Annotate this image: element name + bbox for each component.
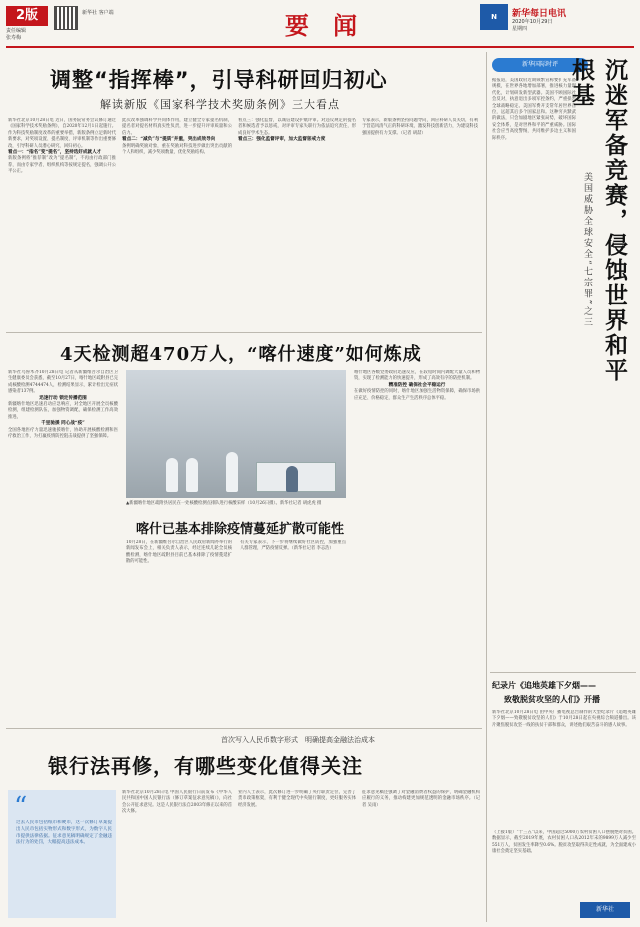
article-column (362, 118, 478, 328)
quote-text: 过去人民币包括纸币和硬币，这一次修订草案提出人民币包括实物形式和数字形式，为数字人民币提供法律依据。征求意见稿明确规定了金融违法行为的处罚，大幅提高违法成本。 (16, 820, 112, 846)
documentary-headline-2: 致敬脱贫攻坚的人们》开播 (504, 695, 600, 704)
article-column (354, 370, 480, 715)
editor-name: 张寿梅 (6, 35, 22, 41)
row-divider (6, 728, 482, 729)
article-column: 10月28日，在新疆维吾尔自治区人民政府新闻办举行的新闻发布会上，相关负责人表示，经过连续几轮全员核酸检测，喀什地区疏附县目前已基本排除了疫情蔓延扩散的可能性。 (126, 540, 232, 565)
paragraph: 新华社乌鲁木齐10月28日电 记者从新疆维吾尔自治区卫生健康委员会获悉，截至10月27日，喀什地区疏附县已完成核酸检测4744474人，检测结果显示，累计检出无症状感染者137例。 (8, 370, 118, 395)
article-column (8, 118, 116, 328)
section-subhead: 千里驰援 同心战“疫” (41, 421, 85, 427)
section-title: 要 闻 (284, 11, 366, 40)
qr-label: 新华社 客户端 (82, 10, 114, 16)
paper-name: 新华每日电讯 (512, 9, 567, 19)
issue-date: 2020年10月29日 (512, 19, 553, 25)
section-subhead: 精准防控 确保社会平稳运行 (388, 382, 446, 388)
article-column (8, 370, 118, 715)
section-subhead: 看点三：强化监督评审，加大监督惩戒力度 (238, 137, 326, 143)
article-headline: 喀什已基本排除疫情蔓延扩散可能性 (136, 522, 345, 537)
paragraph: 此次改革强调科学共同体作用，建立健全专家提名机制，提名者对提名材料真实性负责，进一步提升评审质量和公信力。 (122, 118, 232, 136)
article-column: 有关专家表示，下一步将继续做好社区防控，加强重点人群管理，严防疫情反弹。（新华社记者 李志浩） (240, 540, 346, 552)
article-column (238, 118, 356, 328)
article-kicker: 首次写入人民币数字形式 明确提高金融法治成本 (221, 736, 375, 744)
paragraph: 新华社北京10月28日电 近日，国务院常务会议修订通过《国家科学技术奖励条例》，自2020年12月1日起施行。作为科技奖励制度改革的重要举措，新版条例立足新时代新要求，对奖项设置、提名制度、评审机制等作出重要修改，引导科研人员潜心研究、回归初心。 (8, 118, 116, 149)
header-rule (6, 46, 634, 48)
paragraph: 看点三：强化监督，以诚信建设护航评审。对违反规定的提名者和候选者予以惩戒，对评审专家失职行为依法追究责任，形成良好学术生态。 (238, 118, 356, 136)
section-subhead: 看点一：“指名”变“提名”，坚持选好成就人才 (8, 150, 102, 156)
paragraph: 专家表示，新版条例坚持问题导向，回应科研人员关切，有利于营造风清气正的科研环境，激发科技创新活力，为建设科技强国提供有力支撑。（记者 胡喆） (362, 118, 478, 136)
documentary-headline: 纪录片《追地英雄下夕烟—— (492, 681, 596, 690)
section-subhead: 看点二：“减负”与“提质”并重，突出成效导向 (122, 137, 216, 143)
page-header (0, 0, 640, 52)
qr-code-icon (54, 6, 78, 30)
paragraph: 条例明确奖励对象，重在奖励对科技进步做出突出贡献的个人和组织，减少奖项数量，优化奖励结构。 (122, 143, 232, 156)
photo-person (166, 458, 178, 492)
paragraph: 在做好疫情防控的同时，喀什地区加强生活物资保障，确保市场供应充足、价格稳定，群众生产生活秩序总体平稳。 (354, 389, 480, 401)
article-column: 新华社北京10月28日电 中国人民银行日前发布《中华人民共和国中国人民银行法（修订草案征求意见稿）》，向社会公开征求意见。这是人民银行法自2003年修正以来的首次大修。 (122, 790, 232, 815)
column-divider (486, 52, 487, 922)
page-number: 2版 (6, 6, 48, 26)
row-divider (490, 672, 636, 673)
article-column (122, 118, 232, 328)
row-divider (6, 332, 482, 333)
photo-person (286, 466, 298, 492)
article-headline: 4天检测超470万人，“喀什速度”如何炼成 (60, 344, 422, 365)
xinhua-logo-icon: N (480, 4, 508, 30)
photo-caption: ▲新疆喀什地区疏附县居民在一处核酸检测点排队进行核酸采样（10月26日摄）。新华社记者 胡虎虎 摄 (126, 501, 322, 506)
photo-person (186, 458, 198, 492)
section-subhead: 迅速行动 锁定传播范围 (39, 395, 87, 401)
quote-mark-icon: “ (14, 792, 28, 822)
paragraph: 新版条例将“推荐制”改为“提名制”，不再由行政部门推荐，而由专家学者、组织机构等按规定提名，强调公开公平公正。 (8, 156, 116, 175)
article-subheadline: 解读新版《国家科学技术奖励条例》三大看点 (100, 98, 340, 111)
photo-person (226, 452, 238, 492)
masthead (512, 6, 636, 33)
commentary-headline: 沉迷军备竞赛，侵蚀世界和平根基 (568, 58, 627, 383)
commentary-subheadline: 美国威胁全球安全“七宗罪”之三 (582, 172, 592, 329)
article-column: 征求意见稿还强调了对金融消费者权益的保护，明确金融机构应履行的义务，推动构建更加规范透明的金融市场秩序。（记者 吴雨） (362, 790, 480, 808)
article-column: 业内人士表示，此次修订进一步明确了央行职责定位，完善了货币政策框架，有利于健全现代中央银行制度，更好服务实体经济发展。 (238, 790, 356, 808)
article-headline: 银行法再修，有哪些变化值得关注 (48, 754, 363, 778)
commentary-banner: 新华国际时评 (492, 58, 588, 72)
continued-body: （上接1版）“十三五”以来，中国超过5000万农村贫困人口摆脱绝对贫困。数据显示，截至2019年底，农村贫困人口从2012年末的9899万人减少至551万人，贫困发生率降至0.6%。脱贫攻坚取得决定性成就，为全面建成小康社会奠定坚实基础。 (492, 830, 636, 855)
article-headline: 调整“指挥棒”，引导科研回归初心 (50, 68, 388, 92)
documentary-body: 新华社北京10月28日电 由中央广播电视总台制作的大型纪录片《追地英雄下夕烟——致敬脱贫攻坚的人们》于10月28日起在央视综合频道播出。该片聚焦脱贫攻坚一线的扶贫干部和群众，讲述他们艰苦奋斗的感人故事。 (492, 710, 636, 728)
paragraph: 新疆喀什地区迅速启动应急响应，对全地区开展全员核酸检测，组建检测队伍，加强物资调配，确保检测工作高效推进。 (8, 402, 118, 420)
paragraph: 喀什地区各级党委政府迅速反应，在较短时间内调配大量人员和物资，实现了检测能力的快速提升，形成了高效有序的防控机制。 (354, 370, 480, 382)
xinhua-footer-logo: 新华社 (580, 902, 630, 918)
editor-label: 责任编辑 (6, 28, 27, 34)
issue-weekday: 星期四 (512, 26, 528, 32)
paragraph: 全国各地医疗力量迅速驰援喀什，协助开展核酸检测和医疗救治工作，为打赢疫情防控阻击战提供了坚强保障。 (8, 427, 118, 440)
news-photo (126, 370, 346, 498)
editor-info (6, 28, 52, 42)
commentary-body: 据报道，美国政府近期频繁宣称要扩充军备规模，在世界各地增加部署，推进核力量现代化，计划研发新型武器。美国不顾国际社会反对，执意退出多项军控条约，严重损害全球战略稳定。美国军费开支常年居世界首位，远超其后多个国家总和。这种穷兵黩武的做法，只会加剧地区紧张局势，破坏国际安全体系，是对世界和平的严重威胁。国际社会应当高度警惕，共同维护多边主义和国际秩序。 (492, 78, 576, 141)
